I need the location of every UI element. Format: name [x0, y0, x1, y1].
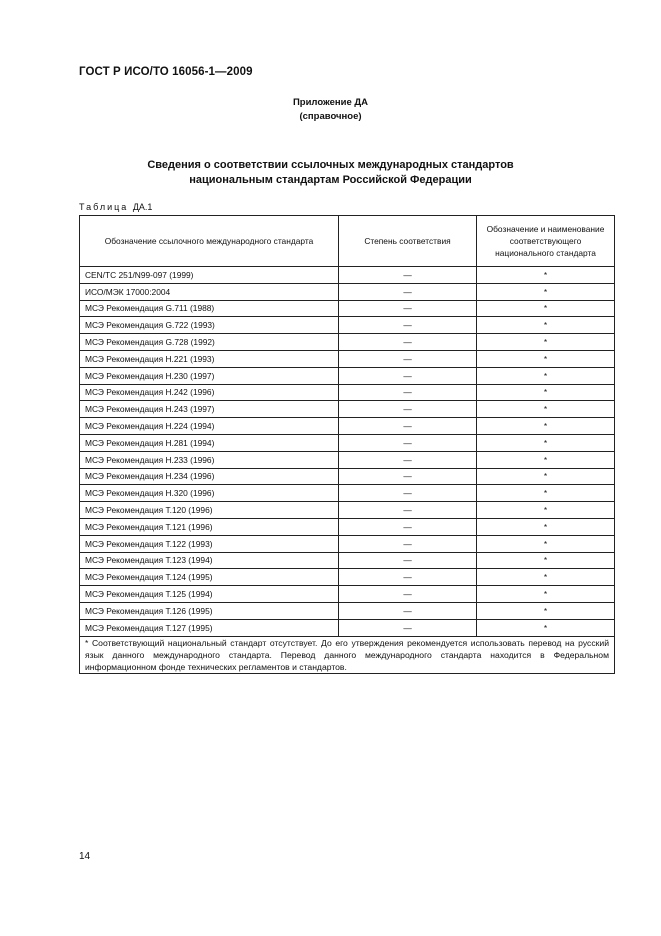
table-row	[80, 401, 615, 418]
table-row	[80, 267, 615, 284]
national-standard-cell: *	[477, 535, 615, 552]
table-body	[80, 267, 615, 637]
table-footnote: * Соответствующий национальный стандарт отсутствует. До его утверждения рекомендуется использовать перевод на русский язык данного международного стандарта. Перевод данного международного стандарта находится в Федеральном информационном фонде технических регламентов и стандартов.	[80, 636, 615, 673]
footnote-row	[80, 636, 615, 673]
degree-cell: —	[339, 283, 477, 300]
international-standard-cell: МСЭ Рекомендация Т.125 (1994)	[80, 586, 339, 603]
table-caption-number: ДА.1	[132, 202, 153, 212]
international-standard-cell: МСЭ Рекомендация Н.242 (1996)	[80, 384, 339, 401]
degree-cell: —	[339, 485, 477, 502]
table-row	[80, 518, 615, 535]
table-caption	[79, 202, 152, 212]
table-row	[80, 502, 615, 519]
section-title	[0, 158, 661, 188]
international-standard-cell: МСЭ Рекомендация G.728 (1992)	[80, 334, 339, 351]
degree-cell: —	[339, 317, 477, 334]
international-standard-cell: МСЭ Рекомендация Т.120 (1996)	[80, 502, 339, 519]
international-standard-cell: МСЭ Рекомендация Т.121 (1996)	[80, 518, 339, 535]
national-standard-cell: *	[477, 401, 615, 418]
table-row	[80, 485, 615, 502]
standards-correspondence-table	[79, 215, 615, 674]
international-standard-cell: МСЭ Рекомендация Т.122 (1993)	[80, 535, 339, 552]
international-standard-cell: МСЭ Рекомендация Т.127 (1995)	[80, 619, 339, 636]
table-row	[80, 451, 615, 468]
degree-cell: —	[339, 401, 477, 418]
appendix-heading	[0, 96, 661, 124]
national-standard-cell: *	[477, 283, 615, 300]
header-degree-of-correspondence: Степень соответствия	[339, 216, 477, 267]
table-row	[80, 619, 615, 636]
national-standard-cell: *	[477, 552, 615, 569]
degree-cell: —	[339, 518, 477, 535]
table-row	[80, 384, 615, 401]
international-standard-cell: МСЭ Рекомендация Н.230 (1997)	[80, 367, 339, 384]
section-title-line-2: национальным стандартам Российской Федерации	[189, 174, 472, 186]
national-standard-cell: *	[477, 350, 615, 367]
table-row	[80, 434, 615, 451]
table-caption-label: Таблица	[79, 202, 129, 212]
table-row	[80, 350, 615, 367]
page-number: 14	[79, 851, 91, 862]
degree-cell: —	[339, 267, 477, 284]
degree-cell: —	[339, 434, 477, 451]
table-row	[80, 586, 615, 603]
degree-cell: —	[339, 300, 477, 317]
national-standard-cell: *	[477, 468, 615, 485]
table-row	[80, 569, 615, 586]
degree-cell: —	[339, 569, 477, 586]
degree-cell: —	[339, 367, 477, 384]
table-row	[80, 535, 615, 552]
international-standard-cell: МСЭ Рекомендация Н.320 (1996)	[80, 485, 339, 502]
table-row	[80, 300, 615, 317]
header-national-standard: Обозначение и наименование соответствующего национального стандарта	[477, 216, 615, 267]
national-standard-cell: *	[477, 300, 615, 317]
international-standard-cell: МСЭ Рекомендация G.711 (1988)	[80, 300, 339, 317]
national-standard-cell: *	[477, 434, 615, 451]
header-international-standard: Обозначение ссылочного международного стандарта	[80, 216, 339, 267]
national-standard-cell: *	[477, 451, 615, 468]
table-row	[80, 367, 615, 384]
national-standard-cell: *	[477, 518, 615, 535]
appendix-subtitle: (справочное)	[299, 111, 362, 122]
international-standard-cell: МСЭ Рекомендация Н.243 (1997)	[80, 401, 339, 418]
degree-cell: —	[339, 468, 477, 485]
international-standard-cell: МСЭ Рекомендация Т.126 (1995)	[80, 602, 339, 619]
national-standard-cell: *	[477, 619, 615, 636]
table-row	[80, 602, 615, 619]
table-row	[80, 552, 615, 569]
international-standard-cell: МСЭ Рекомендация Т.124 (1995)	[80, 569, 339, 586]
degree-cell: —	[339, 418, 477, 435]
appendix-title: Приложение ДА	[292, 97, 369, 108]
international-standard-cell: МСЭ Рекомендация Н.234 (1996)	[80, 468, 339, 485]
national-standard-cell: *	[477, 485, 615, 502]
degree-cell: —	[339, 384, 477, 401]
international-standard-cell: МСЭ Рекомендация Т.123 (1994)	[80, 552, 339, 569]
document-header: ГОСТ Р ИСО/ТО 16056-1—2009	[79, 66, 253, 78]
table-header-row	[80, 216, 615, 267]
national-standard-cell: *	[477, 502, 615, 519]
degree-cell: —	[339, 552, 477, 569]
international-standard-cell: МСЭ Рекомендация Н.281 (1994)	[80, 434, 339, 451]
degree-cell: —	[339, 334, 477, 351]
international-standard-cell: МСЭ Рекомендация Н.221 (1993)	[80, 350, 339, 367]
table-row	[80, 317, 615, 334]
national-standard-cell: *	[477, 367, 615, 384]
national-standard-cell: *	[477, 267, 615, 284]
degree-cell: —	[339, 602, 477, 619]
national-standard-cell: *	[477, 317, 615, 334]
table-row	[80, 468, 615, 485]
section-title-line-1: Сведения о соответствии ссылочных международных стандартов	[147, 159, 514, 171]
national-standard-cell: *	[477, 418, 615, 435]
national-standard-cell: *	[477, 569, 615, 586]
degree-cell: —	[339, 502, 477, 519]
degree-cell: —	[339, 350, 477, 367]
international-standard-cell: МСЭ Рекомендация Н.224 (1994)	[80, 418, 339, 435]
international-standard-cell: ИСО/МЭК 17000:2004	[80, 283, 339, 300]
national-standard-cell: *	[477, 384, 615, 401]
national-standard-cell: *	[477, 334, 615, 351]
international-standard-cell: МСЭ Рекомендация G.722 (1993)	[80, 317, 339, 334]
table-row	[80, 283, 615, 300]
international-standard-cell: CEN/TC 251/N99-097 (1999)	[80, 267, 339, 284]
table-row	[80, 334, 615, 351]
degree-cell: —	[339, 586, 477, 603]
degree-cell: —	[339, 535, 477, 552]
international-standard-cell: МСЭ Рекомендация Н.233 (1996)	[80, 451, 339, 468]
degree-cell: —	[339, 451, 477, 468]
national-standard-cell: *	[477, 586, 615, 603]
table-row	[80, 418, 615, 435]
national-standard-cell: *	[477, 602, 615, 619]
degree-cell: —	[339, 619, 477, 636]
